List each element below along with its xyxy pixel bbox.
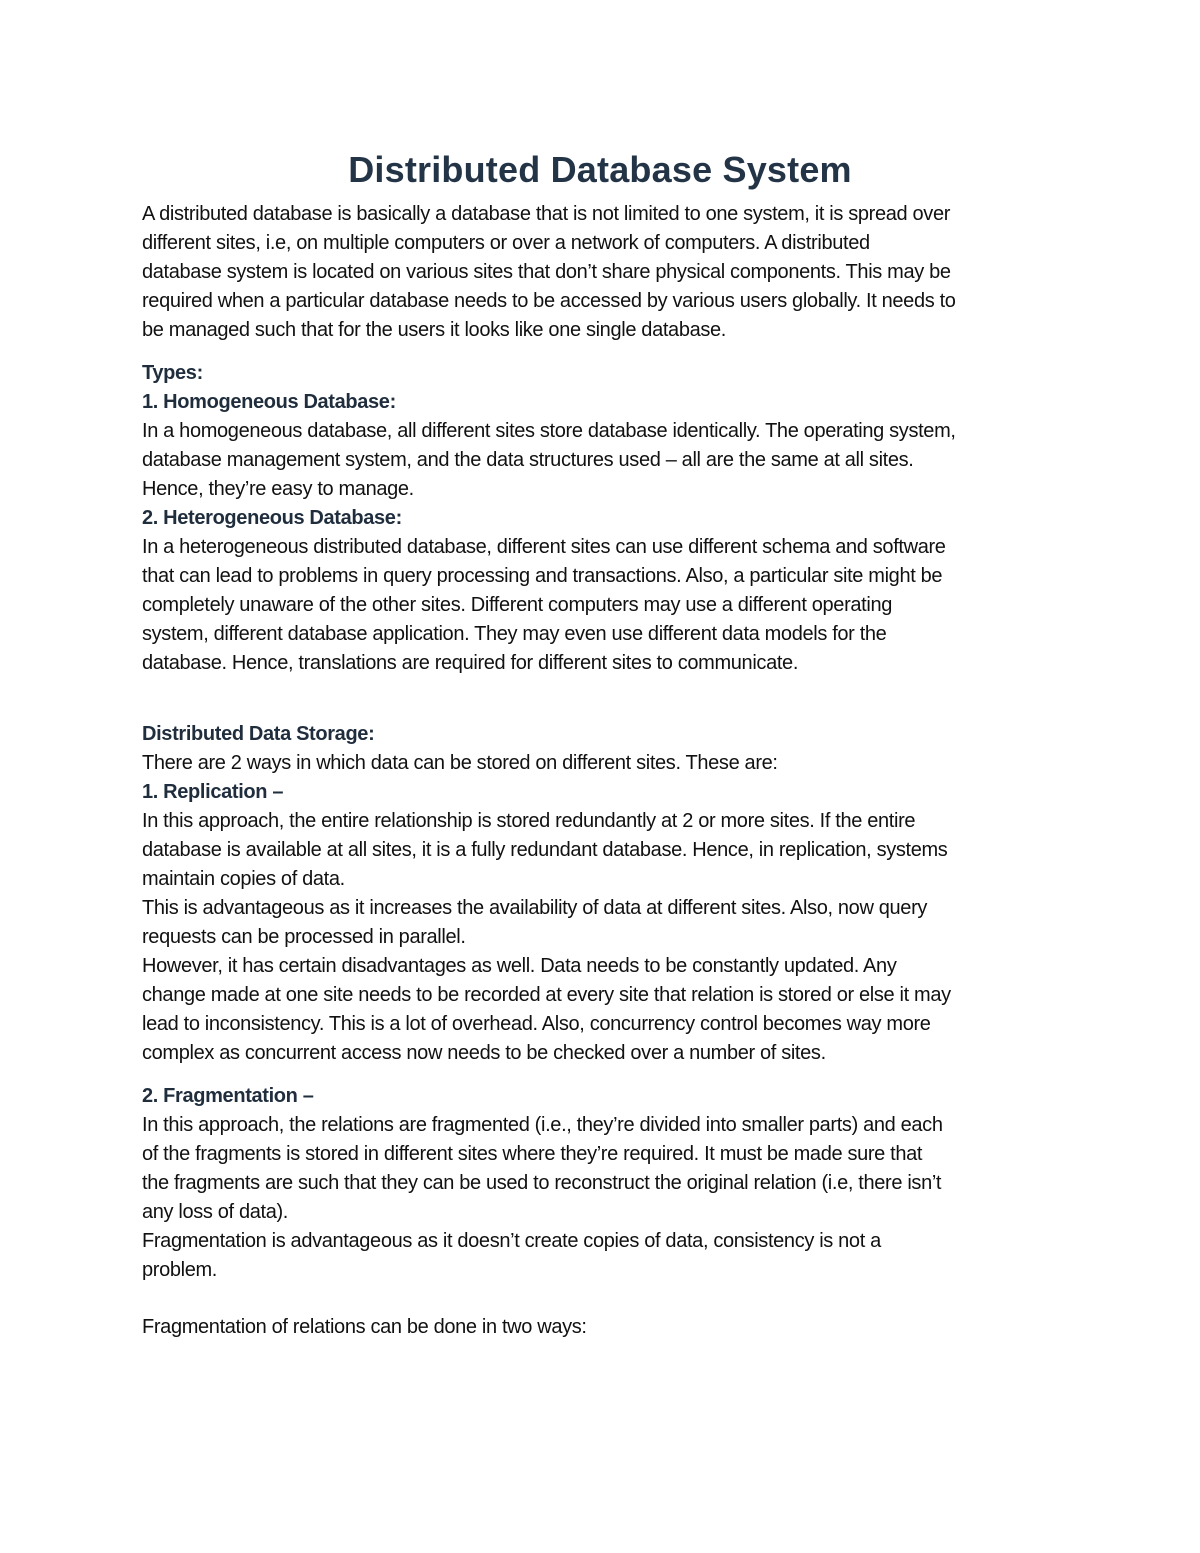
heterogeneous-line: completely unaware of the other sites. Different computers may use a different operating (142, 594, 892, 616)
intro-line: be managed such that for the users it looks like one single database. (142, 319, 727, 341)
homogeneous-line: In a homogeneous database, all different sites store database identically. The operating system, (142, 420, 956, 442)
spacer (142, 1068, 1082, 1082)
document-body (142, 200, 1082, 1342)
replication-line: This is advantageous as it increases the availability of data at different sites. Also, now query (142, 897, 928, 919)
document-title: Distributed Database System (348, 149, 852, 190)
replication-line: However, it has certain disadvantages as well. Data needs to be constantly updated. Any (142, 955, 897, 977)
intro-line: database system is located on various sites that don’t share physical components. This may be (142, 261, 951, 283)
storage-intro: There are 2 ways in which data can be stored on different sites. These are: (142, 752, 778, 774)
intro-line: different sites, i.e, on multiple computers or over a network of computers. A distributed (142, 232, 870, 254)
intro-line: required when a particular database needs to be accessed by various users globally. It needs to (142, 290, 956, 312)
homogeneous-line: database management system, and the data structures used – all are the same at all sites. (142, 449, 914, 471)
heterogeneous-line: that can lead to problems in query processing and transactions. Also, a particular site might be (142, 565, 943, 587)
replication-line: change made at one site needs to be recorded at every site that relation is stored or else it may (142, 984, 951, 1006)
replication-line: maintain copies of data. (142, 868, 345, 890)
replication-line: In this approach, the entire relationship is stored redundantly at 2 or more sites. If the entire (142, 810, 916, 832)
spacer (142, 1285, 1082, 1313)
storage-heading: Distributed Data Storage: (142, 723, 375, 745)
fragmentation-line: of the fragments is stored in different sites where they’re required. It must be made sure that (142, 1143, 923, 1165)
spacer (142, 678, 1082, 706)
replication-line: requests can be processed in parallel. (142, 926, 466, 948)
replication-heading: 1. Replication – (142, 781, 284, 803)
fragmentation-line: In this approach, the relations are fragmented (i.e., they’re divided into smaller parts) and each (142, 1114, 943, 1136)
intro-line: A distributed database is basically a database that is not limited to one system, it is spread over (142, 203, 951, 225)
heterogeneous-line: database. Hence, translations are required for different sites to communicate. (142, 652, 799, 674)
homogeneous-line: Hence, they’re easy to manage. (142, 478, 414, 500)
fragmentation-line: any loss of data). (142, 1201, 289, 1223)
fragmentation-line: Fragmentation is advantageous as it doesn’t create copies of data, consistency is not a (142, 1230, 881, 1252)
spacer (142, 706, 1082, 720)
fragmentation-line: the fragments are such that they can be used to reconstruct the original relation (i.e, there isn’t (142, 1172, 942, 1194)
spacer (142, 345, 1082, 359)
replication-line: complex as concurrent access now needs to be checked over a number of sites. (142, 1042, 826, 1064)
replication-line: database is available at all sites, it is a fully redundant database. Hence, in replication, systems (142, 839, 948, 861)
replication-line: lead to inconsistency. This is a lot of overhead. Also, concurrency control becomes way more (142, 1013, 931, 1035)
heterogeneous-line: system, different database application. They may even use different data models for the (142, 623, 887, 645)
heterogeneous-heading: 2. Heterogeneous Database: (142, 507, 402, 529)
fragmentation-heading: 2. Fragmentation – (142, 1085, 314, 1107)
closing-line: Fragmentation of relations can be done in two ways: (142, 1316, 587, 1338)
homogeneous-heading: 1. Homogeneous Database: (142, 391, 396, 413)
heterogeneous-line: In a heterogeneous distributed database, different sites can use different schema and software (142, 536, 946, 558)
fragmentation-line: problem. (142, 1259, 218, 1281)
types-heading: Types: (142, 362, 203, 384)
